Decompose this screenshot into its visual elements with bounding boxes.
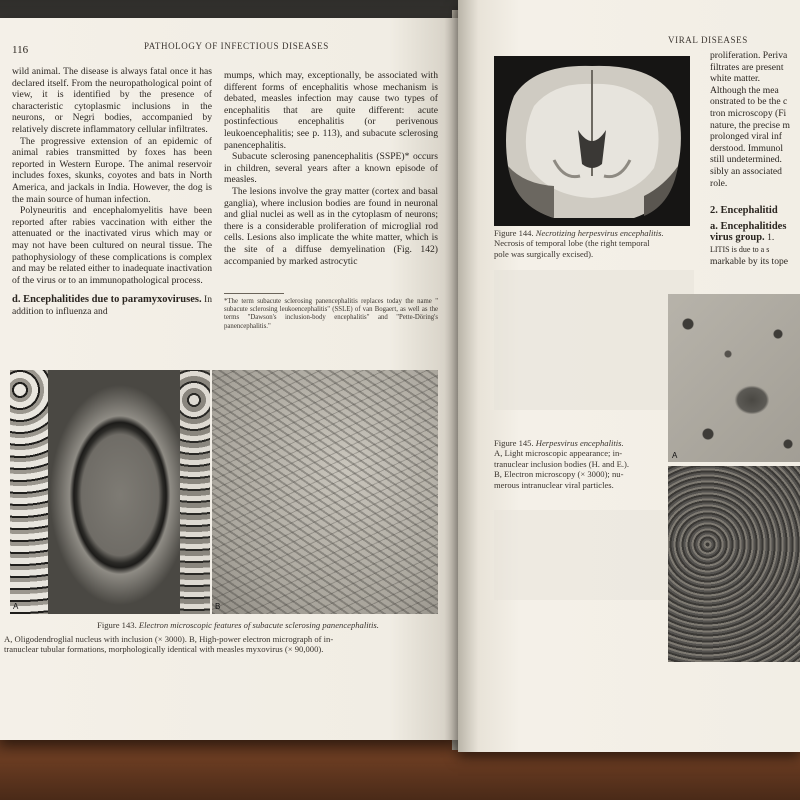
caption-prefix: Figure 143. bbox=[97, 620, 137, 630]
caption-line: tranuclear inclusion bodies (H. and E.). bbox=[494, 458, 630, 469]
left-column-2 bbox=[224, 70, 438, 267]
caption-title-text: Necrotizing herpesvirus encephalitis. bbox=[535, 228, 664, 238]
left-column-1 bbox=[12, 66, 212, 317]
text-line: white matter. bbox=[710, 73, 761, 85]
caption-prefix: Figure 144. bbox=[494, 228, 534, 238]
heading-text: d. Encephalitides due to paramyxoviruses. bbox=[12, 294, 202, 306]
caption-title-text: Herpesvirus encephalitis. bbox=[535, 438, 624, 448]
figure-143a-micrograph bbox=[10, 370, 210, 614]
myelin-texture-right bbox=[180, 370, 210, 614]
text-line: role. bbox=[710, 177, 728, 189]
caption-title bbox=[38, 620, 438, 630]
text-line: Although the mea bbox=[710, 84, 779, 96]
figure-143-caption-body bbox=[4, 634, 444, 655]
heading-rest: 1. bbox=[767, 232, 775, 244]
left-page bbox=[0, 18, 458, 740]
section-heading-a-line2 bbox=[710, 232, 800, 244]
paragraph: The progressive extension of an epidemic of animal rabies transmitted by foxes has been reported in Western Europe. The animal reservoir includes foxes, skunks, coyotes and bats in North America, and jackals in India. However, the dog is the main source of human infection. bbox=[12, 135, 212, 205]
text-line: proliferation. Periva bbox=[710, 50, 788, 61]
heading-text: virus group. bbox=[710, 232, 765, 244]
caption-title-text: Electron microscopic features of subacute sclerosing panencephalitis. bbox=[138, 620, 379, 630]
text-line: nature, the precise m bbox=[710, 119, 790, 131]
paragraph: mumps, which may, exceptionally, be associated with different forms of encephalitis whose mechanism is debated, measles infection may cause two types of encephalitis that are quite different: acute postinfectious encephalitis (or perivenous leukoencephalitis; see p. 113), and subacute sclerosing panencephalitis. bbox=[224, 70, 438, 151]
caption-line: A, Oligodendroglial nucleus with inclusion (× 3000). B, High-power electron micrograph of in- bbox=[4, 634, 334, 644]
text-line: still undetermined. bbox=[710, 154, 782, 166]
caption-line: B, Electron microscopy (× 3000); nu- bbox=[494, 469, 624, 480]
page-number: 116 bbox=[12, 44, 29, 56]
footnote: *The term subacute sclerosing panencephalitis replaces today the name " subacute sclerosing leukoencephalitis" (SSLE) of van Bogaert, as well as the terms "Dawson's inclusion-body encephalitis" and "Pette-Döring's panencephalitis." bbox=[224, 298, 438, 330]
right-page bbox=[458, 0, 800, 752]
text-line: LITIS is due to a s bbox=[710, 244, 770, 254]
text-line: markable by its tope bbox=[710, 255, 789, 267]
right-column-text bbox=[710, 50, 800, 267]
myelin-texture bbox=[10, 370, 48, 614]
caption-title bbox=[494, 228, 694, 238]
figure-144-brain-photo bbox=[494, 56, 690, 226]
text-line: tron microscopy (Fi bbox=[710, 107, 787, 119]
figure-143-caption bbox=[38, 620, 438, 630]
caption-line: merous intranuclear viral particles. bbox=[494, 479, 614, 490]
caption-line: tranuclear tubular formations, morphologically identical with measles myxovirus (× 90,000). bbox=[4, 644, 324, 655]
section-heading-a bbox=[710, 221, 800, 233]
section-heading-2: 2. Encephalitid bbox=[710, 205, 778, 217]
caption-prefix: Figure 145. bbox=[494, 438, 534, 448]
figure-144-caption bbox=[494, 228, 694, 259]
text-line: sibly an associated bbox=[710, 165, 782, 177]
paragraph: Subacute sclerosing panencephalitis (SSPE)* occurs in children, several years after a known episode of measles. bbox=[224, 151, 438, 186]
footnote-rule bbox=[224, 293, 284, 294]
panel-label-a: A bbox=[13, 602, 19, 611]
text-line: derstood. Immunol bbox=[710, 142, 784, 154]
panel-label-b: B bbox=[215, 602, 221, 611]
brain-section-image bbox=[494, 56, 690, 226]
text-line: onstrated to be the c bbox=[710, 96, 788, 108]
caption-title bbox=[494, 438, 670, 448]
heading-text: a. Encephalitides bbox=[710, 220, 787, 232]
paragraph: The lesions involve the gray matter (cortex and basal ganglia), where inclusion bodies are found in neuronal and glial nuclei as well as in the cytoplasm of neurons; there is a considerable proliferation of microglial rod cells. Lesions also implicate the white matter, which is the site of a diffuse demyelination (Fig. 142) accompanied by marked astrocytic bbox=[224, 185, 438, 267]
caption-line: Necrosis of temporal lobe (the right temporal bbox=[494, 238, 650, 249]
section-heading-d bbox=[12, 294, 212, 317]
text-line: filtrates are present bbox=[710, 61, 784, 73]
show-through-image bbox=[494, 270, 694, 410]
panel-label-a: A bbox=[672, 451, 678, 460]
figure-145a-micrograph bbox=[668, 294, 800, 462]
figure-145-caption bbox=[494, 438, 670, 490]
running-head-left: PATHOLOGY OF INFECTIOUS DISEASES bbox=[144, 41, 329, 51]
text-line: prolonged viral inf bbox=[710, 131, 782, 143]
show-through-image bbox=[494, 510, 694, 600]
paragraph: wild animal. The disease is always fatal once it has declared itself. From the neuropathological point of view, it is identified by the presence of characteristic cytoplasmic inclusions in the neurons, or Negri bodies, accompanied by relatively discrete inflammatory cellular infiltrates. bbox=[12, 66, 212, 135]
caption-line: pole was surgically excised). bbox=[494, 248, 594, 259]
figure-143b-micrograph bbox=[212, 370, 438, 614]
figure-145b-micrograph bbox=[668, 466, 800, 662]
heading-rest: In addition to influenza and bbox=[12, 294, 213, 317]
paragraph: Polyneuritis and encephalomyelitis have been reported after rabies vaccination with either the attenuated or the inactivated virus which may or may not have been cultured on neural tissue. The pathophysiology of these complications is complex and may be related either to inadequate inactivation of the virus or to an immunopathological process. bbox=[12, 205, 212, 286]
caption-line: A, Light microscopic appearance; in- bbox=[494, 448, 623, 459]
running-head-right: VIRAL DISEASES bbox=[668, 35, 748, 45]
